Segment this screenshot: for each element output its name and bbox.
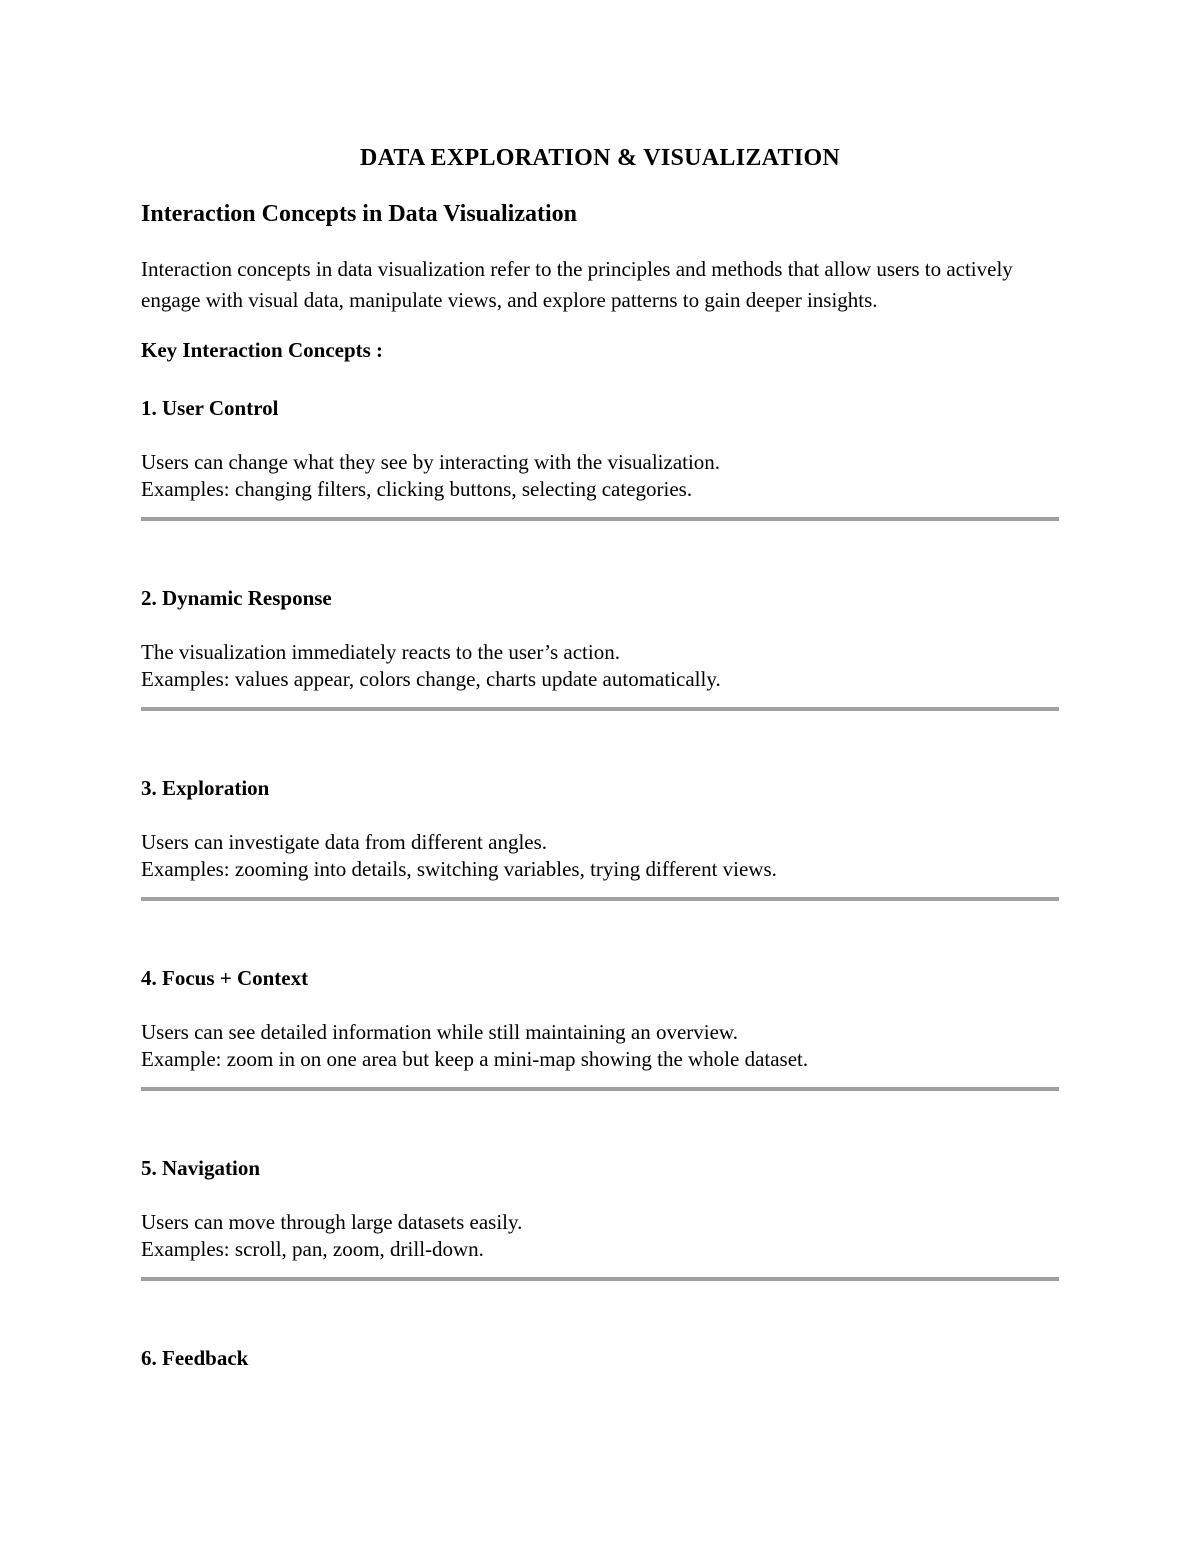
concept-title: 1. User Control xyxy=(141,396,279,420)
concept-examples: Example: zoom in on one area but keep a mini-map showing the whole dataset. xyxy=(141,1047,809,1071)
concept-examples: Examples: scroll, pan, zoom, drill-down. xyxy=(141,1237,484,1261)
key-concepts-heading: Key Interaction Concepts : xyxy=(141,338,384,362)
section-divider xyxy=(141,707,1059,711)
concept-description: Users can change what they see by interacting with the visualization. xyxy=(141,450,721,474)
concept-title: 3. Exploration xyxy=(141,776,270,800)
concept-description: Users can see detailed information while still maintaining an overview. xyxy=(141,1020,738,1044)
concept-description: Users can move through large datasets easily. xyxy=(141,1210,523,1234)
document-title: DATA EXPLORATION & VISUALIZATION xyxy=(359,145,841,171)
concept-title: 2. Dynamic Response xyxy=(141,586,332,610)
section-divider xyxy=(141,1087,1059,1091)
section-divider xyxy=(141,517,1059,521)
concept-examples: Examples: zooming into details, switching variables, trying different views. xyxy=(141,857,777,881)
concept-title: 6. Feedback xyxy=(141,1346,249,1370)
concept-description: Users can investigate data from different angles. xyxy=(141,830,548,854)
concept-title: 5. Navigation xyxy=(141,1156,261,1180)
concept-description: The visualization immediately reacts to the user’s action. xyxy=(141,640,620,664)
section-divider xyxy=(141,897,1059,901)
section-heading: Interaction Concepts in Data Visualization xyxy=(141,201,578,227)
intro-paragraph: Interaction concepts in data visualization refer to the principles and methods that allow users to actively engage with visual data, manipulate views, and explore patterns to gain deeper insights. xyxy=(141,257,1013,312)
concept-examples: Examples: changing filters, clicking buttons, selecting categories. xyxy=(141,477,693,501)
concept-title: 4. Focus + Context xyxy=(141,966,309,990)
concept-examples: Examples: values appear, colors change, charts update automatically. xyxy=(141,667,721,691)
section-divider xyxy=(141,1277,1059,1281)
